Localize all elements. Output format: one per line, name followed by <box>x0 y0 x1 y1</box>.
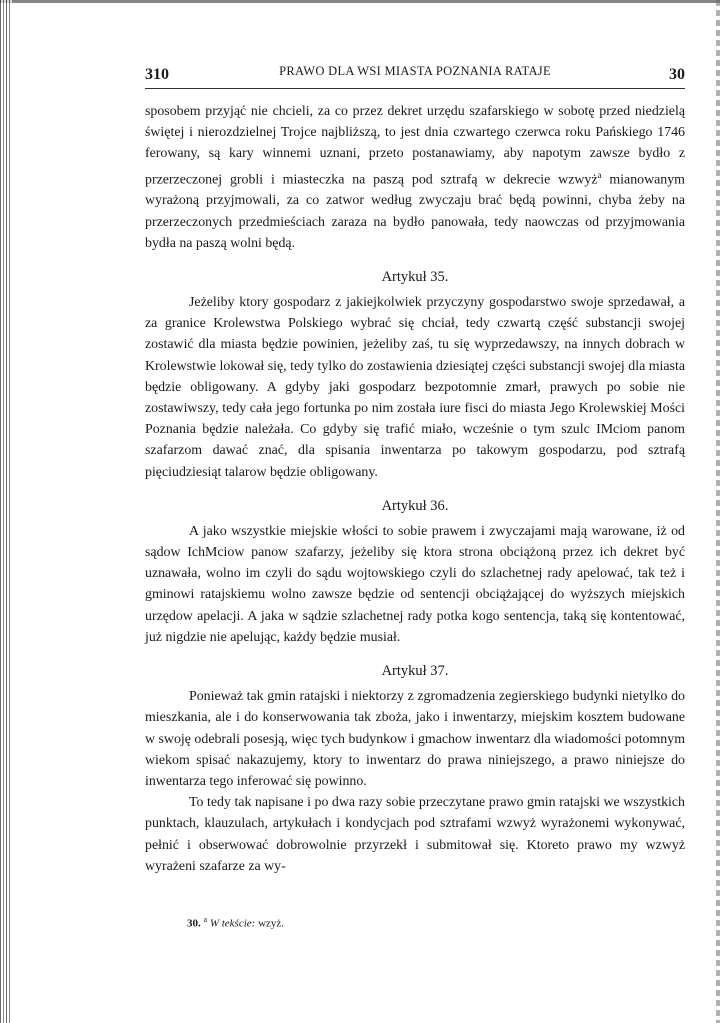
footnote-letter: a <box>203 914 208 924</box>
footnote-italic: W tekście: <box>209 917 256 930</box>
paragraph-article-35: Jeżeliby ktory gospodarz z jakiejkolwiek przyczyny gospodarstwo swoje sprzedawał, a za granice Krolewstwa Polskiego wybrać się chciał, tedy czwartą część substancji swojej zostawić dla miasta będzie powinien, jeżeliby zaś, tu się wyprzedawszy, na innych dobrach w Krolewstwie lokował się, tedy tylko do zostawienia dziesiątej części substancji swojej dla miasta będzie obligowany. A gdyby jaki gospodarz bezpotomnie zmarł, prawych po sobie nie zostawiwszy, tedy cała jego fortunka po nim została iure fisci do miasta Jego Krolewskiej Mości Poznania będzie należała. Co gdyby się trafić miało, wcześnie o tym szulc IMciom panom szafarzom dawać znać, dla spisania inwentarza po takowym gospodarzu, pod sztrafą pięciudziesiąt talarow będzie obligowany. <box>145 295 685 480</box>
scan-left-edge <box>0 0 12 1023</box>
paragraph-intro-text: sposobem przyjąć nie chcieli, za co przez dekret urzędu szafarskiego w sobotę przed niedzielą świętej i nierozdzielnej Trojce najbliższą, to jest dnia czwartego czerwca roku Pańskiego 1746 ferowany, są kary winnemi uznani, przeto postanawiamy, aby napotym zawsze bydło z przerzeczonej grobli i miasteczka na paszą pod sztrafą w dekrecie wzwyż <box>145 104 685 188</box>
running-title: PRAWO DLA WSI MIASTA POZNANIA RATAJE <box>279 64 551 78</box>
scan-right-edge <box>716 0 720 1023</box>
body-text <box>145 101 685 877</box>
heading-article-36: Artykuł 36. <box>381 497 449 514</box>
document-page <box>145 60 685 930</box>
paragraph-article-37b: To tedy tak napisane i po dwa razy sobie przeczytane prawo gmin ratajski we wszystkich punktach, klauzulach, artykułach i kondycjach pod sztrafami wzwyż wyrażonemi wykonywać, pełnić i obserwować dobrowolnie przyrzekł i submitował się. Ktoreto prawo my wzwyż wyrażeni szafarze za wy- <box>145 795 685 874</box>
scan-top-edge <box>0 0 720 3</box>
page-number: 310 <box>145 66 169 83</box>
footnote-number: 30. <box>187 917 201 930</box>
footnote <box>145 915 685 930</box>
paragraph-intro <box>145 101 685 254</box>
footnote-mark: a <box>597 169 602 180</box>
footnote-text: wzyż. <box>258 917 285 930</box>
heading-article-37: Artykuł 37. <box>381 663 449 680</box>
paragraph-article-37a: Ponieważ tak gmin ratajski i niektorzy z zgromadzenia zegierskiego budynki nietylko do mieszkania, ale i do konserwowania tak zboża, jako i inwentarzy, miejskim kosztem budowane w swoję odebrali posesją, więc tych budynkow i gmachow inwentarz dla wiadomości potomnym wiekom spisać nakazujemy, ktory to inwentarz do prawa niniejszego, a prawo niniejsze do inwentarza tego inferować się powinno. <box>145 689 685 789</box>
paragraph-intro-end: mianowanym wyrażoną przyjmowali, za co zatwor według zwyczaju brać będą powinni, chyba żeby na przerzeczonych przedmieściach zaraza na bydło panowała, tedy naowczas od przyjmowania bydła na paszą wolni będą. <box>145 172 685 251</box>
document-number: 30 <box>669 66 685 83</box>
header-rule <box>145 88 685 89</box>
heading-article-35: Artykuł 35. <box>381 269 449 286</box>
page-header <box>145 60 685 86</box>
paragraph-article-36: A jako wszystkie miejskie włości to sobie prawem i zwyczajami mają warowane, iż od sądow IchMciow panow szafarzy, jeżeliby się ktora strona obciążoną przez ich dekret być uznawała, wolno im czyli do sądu wojtowskiego czyli do szlachetnej rady apelować, tak też i gminowi ratajskiemu wolno zawsze będzie od sentencji obciążającej do wyższych miejskich urzędow apelacji. A jaka w sądzie szlachetnej rady potka kogo sentencja, taką się kontentować, już nigdzie nie apelując, każdy będzie musiał. <box>145 523 685 645</box>
